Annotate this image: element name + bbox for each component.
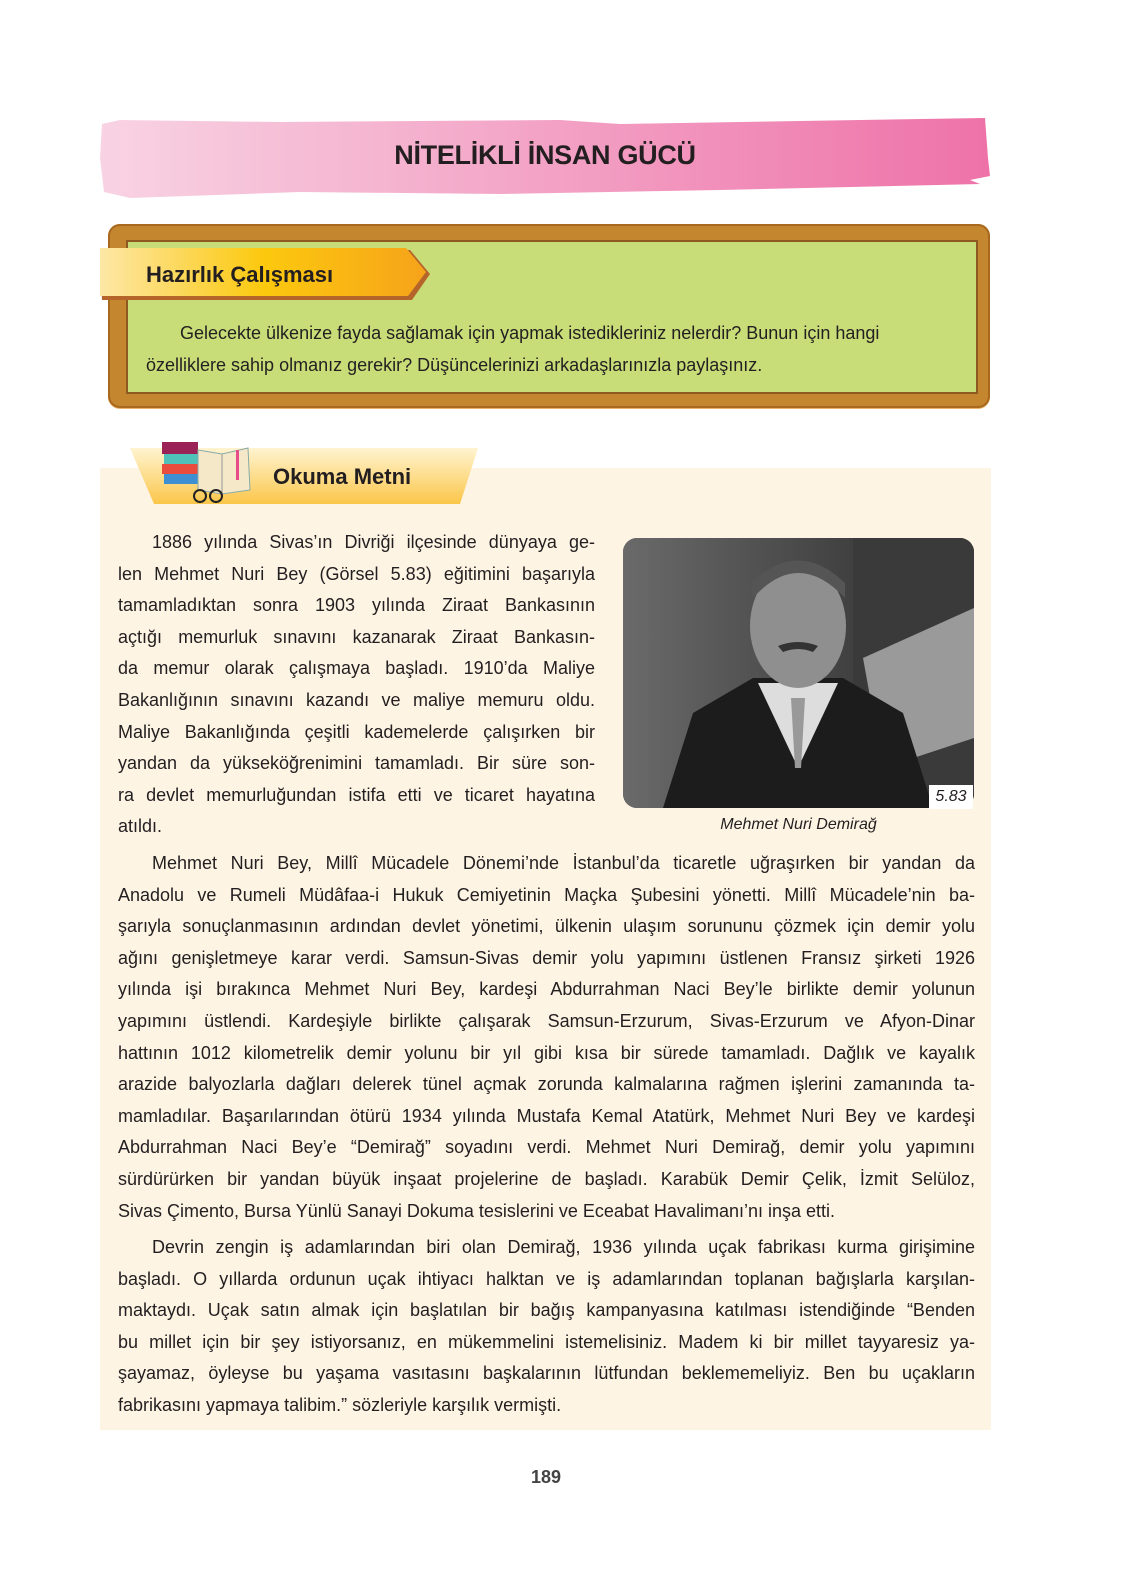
paragraph-line: açtığı memurluk sınavını kazanarak Ziraat Bankasın- <box>118 626 595 647</box>
paragraph-line: ra devlet memurluğundan istifa etti ve ticaret hayatına <box>118 784 595 805</box>
paragraph-line: len Mehmet Nuri Bey (Görsel 5.83) eğitimini başarıyla <box>118 563 595 584</box>
paragraph-line: tamamladıktan sonra 1903 yılında Ziraat Bankasının <box>118 595 595 616</box>
paragraph-line: atıldı. <box>118 816 163 837</box>
paragraph-line: sürdürürken bir yandan büyük inşaat projelerine de başladı. Karabük Demir Çelik, İzmit Selüloz, <box>118 1169 975 1189</box>
figure-number: 5.83 <box>929 785 973 809</box>
paragraph-line: fabrikasını yapmaya talibim.” sözleriyle karşılık vermişti. <box>118 1395 562 1415</box>
portrait-photo <box>623 538 974 808</box>
paragraph-line: Abdurrahman Naci Bey’e “Demirağ” soyadını verdi. Mehmet Nuri Demirağ, demir yolu yapımını <box>118 1137 975 1158</box>
paragraph-line: arazide balyozlarla dağları delerek tünel açmak zorunda kalmalarına rağmen işlerini zamanında ta- <box>118 1074 975 1095</box>
paragraph-line: şarıyla sonuçlanmasının ardından devlet yönetimi, ülkenin ulaşım sorununu çözmek için demir yolu <box>118 916 975 937</box>
preparation-text-line: özelliklere sahip olmanız gerekir? Düşüncelerinizi arkadaşlarınızla paylaşınız. <box>146 355 763 375</box>
paragraph-line: Anadolu ve Rumeli Müdâfaa-i Hukuk Cemiyetinin Maçka Şubesini yönetti. Millî Mücadele’nin ba- <box>118 884 975 905</box>
paragraph-line: mamladılar. Başarılarından ötürü 1934 yılında Mustafa Kemal Atatürk, Mehmet Nuri Bey ve kardeşi <box>118 1105 975 1126</box>
preparation-text-line: Gelecekte ülkenize fayda sağlamak için yapmak istedikleriniz nelerdir? Bunun için hangi <box>180 323 880 343</box>
paragraph-line: Sivas Çimento, Bursa Yünlü Sanayi Dokuma tesislerini ve Eceabat Havalimanı’nı inşa etti. <box>118 1200 836 1221</box>
page-number: 189 <box>530 1467 562 1487</box>
paragraph-line: maktaydı. Uçak satın almak için başlatılan bir bağış kampanyasına katılması istendiğinde “Benden <box>118 1300 975 1321</box>
paragraph-line: ağını genişletmeye karar verdi. Samsun-Sivas demir yolu yapımını üstlenen Fransız şirketi 1926 <box>118 947 975 968</box>
paragraph-line: da memur olarak çalışmaya başladı. 1910’da Maliye <box>118 658 595 679</box>
figure-caption: Mehmet Nuri Demirağ <box>720 816 877 833</box>
paragraph-line: yapımını üstlendi. Kardeşiyle birlikte çalışarak Samsun-Erzurum, Sivas-Erzurum ve Afyon-Dinar <box>118 1011 975 1031</box>
preparation-label: Hazırlık Çalışması <box>146 262 334 287</box>
paragraph-line: yandan da yükseköğrenimini tamamladı. Bir süre son- <box>118 753 595 774</box>
books-icon <box>160 440 256 504</box>
paragraph-line: bu millet için bir şey istiyorsanız, en mükemmelini istemelisiniz. Madem ki bir millet tayyaresiz ya- <box>118 1331 975 1352</box>
paragraph-line: Devrin zengin iş adamlarından biri olan Demirağ, 1936 yılında uçak fabrikası kurma girişimine <box>152 1237 975 1257</box>
paragraph-line: yılında işi bırakınca Mehmet Nuri Bey, kardeşi Abdurrahman Naci Bey’le birlikte demir yolunun <box>118 979 975 1000</box>
paragraph-line: şayamaz, öyleyse bu yaşama vasıtasını başkalarının lütfundan beklememeliyiz. Ben bu uçakların <box>118 1363 975 1384</box>
paragraph-line: başladı. O yıllarda ordunun uçak ihtiyacı halktan ve iş adamlarından toplanan bağışlarla karşılan- <box>118 1268 975 1289</box>
paragraph-line: 1886 yılında Sivas’ın Divriği ilçesinde dünyaya ge- <box>152 532 595 552</box>
paragraph-line: Maliye Bakanlığında çeşitli kademelerde çalışırken bir <box>118 721 595 742</box>
paragraph-line: hattının 1012 kilometrelik demir yolunu bir yıl gibi kısa bir sürede tamamladı. Dağlık ve kayalık <box>118 1042 975 1063</box>
paragraph-line: Mehmet Nuri Bey, Millî Mücadele Dönemi’nde İstanbul’da ticaretle uğraşırken bir yandan da <box>152 853 975 873</box>
paragraph-line: Bakanlığının sınavını kazandı ve maliye memuru oldu. <box>118 690 595 710</box>
reading-label: Okuma Metni <box>273 464 412 489</box>
page-title: NİTELİKLİ İNSAN GÜCÜ <box>394 140 696 170</box>
